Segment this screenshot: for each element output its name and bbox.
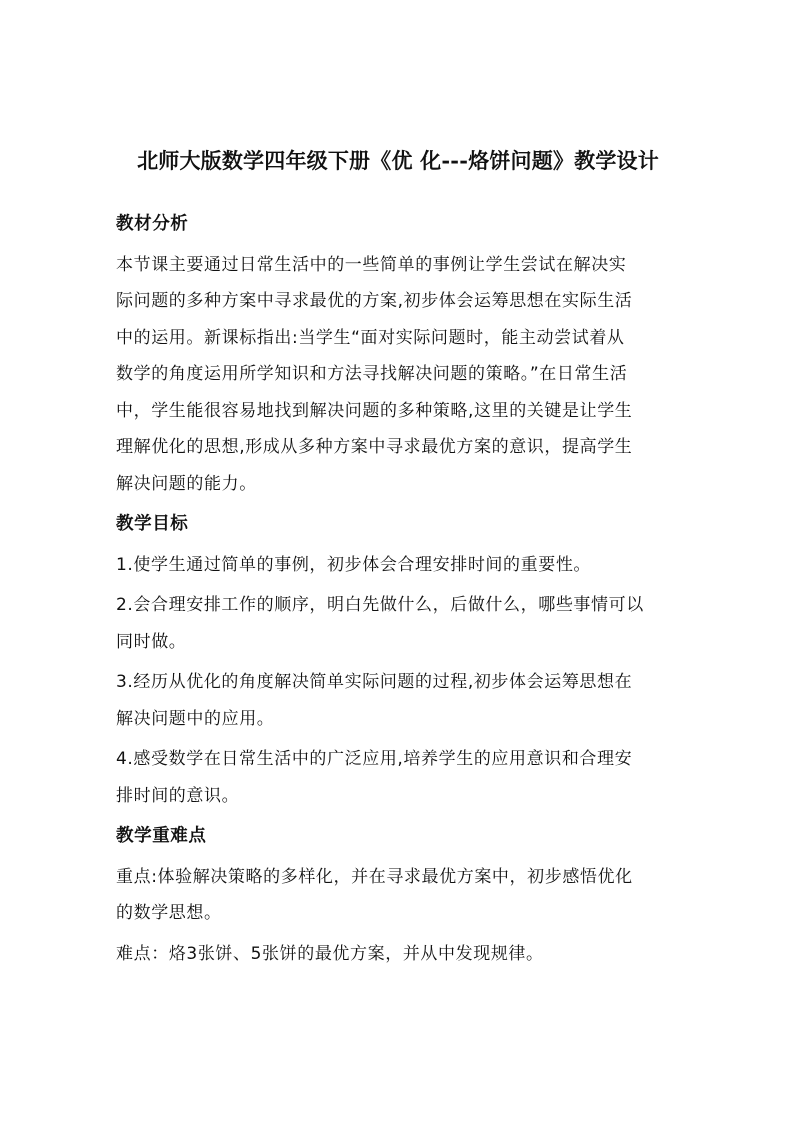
- key-point-paragraph: 重点:体验解决策略的多样化，并在寻求最优方案中，初步感悟优化 的数学思想。: [116, 866, 633, 923]
- objective-item-4: 4.感受数学在日常生活中的广泛应用,培养学生的应用意识和合理安 排时间的意识。: [116, 749, 633, 806]
- analysis-paragraph: 本节课主要通过日常生活中的一些简单的事例让学生尝试在解决实 际问题的多种方案中寻求最优的方案,初步体会运筹思想在实际生活 中的运用。新课标指出:当学生“面对实际问题时，能主动尝试着从 数学的角度运用所学知识和方法寻找解决问题的策略。”在日常生活 中，学生能很容易地找到解决问题的多种策略,这里的关键是让学生 理解优化的思想,形成从多种方案中寻求最优方案的意识，提高学生 解决问题的能力。: [116, 254, 633, 494]
- objective-item-3: 3.经历从优化的角度解决简单实际问题的过程,初步体会运筹思想在 解决问题中的应用。: [116, 672, 633, 729]
- objective-item-2: 2.会合理安排工作的顺序，明白先做什么，后做什么，哪些事情可以 同时做。: [116, 595, 644, 652]
- section-heading-key-points: 教学重难点: [116, 826, 207, 846]
- document-title: 北师大版数学四年级下册《优 化---烙饼问题》教学设计: [137, 148, 659, 173]
- document-body: [116, 206, 681, 976]
- section-heading-objectives: 教学目标: [116, 514, 189, 534]
- difficult-point-paragraph: 难点：烙3张饼、5张饼的最优方案，并从中发现规律。: [116, 943, 544, 964]
- section-heading-analysis: 教材分析: [116, 214, 189, 234]
- objective-item-1: 1.使学生通过简单的事例，初步体会合理安排时间的重要性。: [116, 554, 592, 575]
